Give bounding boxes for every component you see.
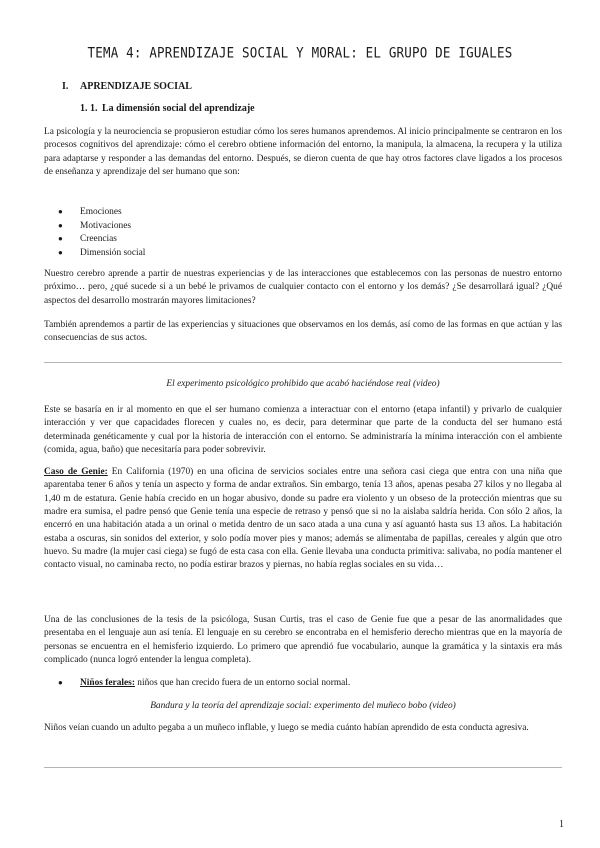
divider — [44, 767, 562, 768]
divider — [44, 362, 562, 363]
brain-paragraph: Nuestro cerebro aprende a partir de nuestras experiencias y de las interacciones que establecemos con las personas de nuestro entorno próximo… pero, ¿qué sucede si a un bebé le privamos de cualquier contacto con el entorno y los demás? ¿Se desarrollará igual? ¿Qué aspectos del desarrollo mostrarán mayores limitaciones? — [44, 269, 562, 306]
page-number: 1 — [559, 819, 564, 830]
feral-list — [58, 677, 350, 691]
genie-case-paragraph — [44, 466, 562, 573]
section-number: I. — [62, 81, 69, 92]
subsection-label: La dimensión social del aprendizaje — [102, 103, 255, 114]
list-item: ● Dimensión social — [58, 247, 145, 261]
intro-paragraph: La psicología y la neurociencia se propusieron estudiar cómo los seres humanos aprendemos. Al inicio principalmente se centraron en los procesos cognitivos del aprendizaje: cómo el cerebro obtiene información del entorno, la manipula, la almacena, la recupera y la utiliza para adaptarse y responder a las demandas del entorno. Después, se dieron cuenta de que hay otros factores clave ligados a los procesos de enseñanza y aprendizaje del ser humano que son: — [44, 127, 562, 178]
experiment-paragraph: Este se basaría en ir al momento en que el ser humano comienza a interactuar con el entorno (etapa infantil) y privarlo de cualquier interacción y ver que capacidades florecen y cuales no, es decir, para determinar que parte de la conducta del ser humano está determinada genéticamente y cual por la historia de interacción con el entorno. Se administraría la mínima interacción con el ambiente (comida, agua, baño) que necesitaría para poder sobrevivir. — [44, 405, 562, 456]
observation-paragraph: También aprendemos a partir de las experiencias y situaciones que observamos en los demás, así como de las formas en que actúan y las consecuencias de sus actos. — [44, 320, 562, 344]
genie-case-label: Caso de Genie: — [44, 467, 108, 477]
list-item — [58, 677, 350, 691]
document-title: TEMA 4: APRENDIZAJE SOCIAL Y MORAL: EL GRUPO DE IGUALES — [87, 43, 513, 62]
subsection-number: 1. 1. — [80, 103, 98, 114]
feral-label: Niños ferales: — [80, 678, 135, 688]
factor-list — [58, 206, 145, 261]
bandura-paragraph: Niños veían cuando un adulto pegaba a un muñeco inflable, y luego se media cuánto habían aprendido de esta conducta agresiva. — [44, 723, 529, 733]
section-label: APRENDIZAJE SOCIAL — [80, 81, 192, 92]
subsection-heading-1-1 — [80, 102, 255, 116]
list-item: ● Motivaciones — [58, 220, 145, 234]
video-title-bandura: Bandura y la teoría del aprendizaje social: experimento del muñeco bobo (video) — [150, 701, 456, 711]
list-item: ● Creencias — [58, 233, 145, 247]
feral-text: niños que han crecido fuera de un entorno social normal. — [134, 678, 351, 688]
section-heading-1 — [62, 80, 192, 94]
list-item: ● Emociones — [58, 206, 145, 220]
curtis-conclusion-paragraph: Una de las conclusiones de la tesis de la psicóloga, Susan Curtis, tras el caso de Genie fue que a pesar de las anormalidades que presentaba en el lenguaje aun así tenía. El lenguaje en su cerebro se encontraba en el hemisferio derecho mientras que en la mayoría de personas se encuentra en el hemisferio izquierdo. Lo primero que aprendió fue vocabulario, aunque la gramática y la sintaxis era más complicado (nunca logró entender la lengua completa). — [44, 615, 562, 666]
genie-case-text: En California (1970) en una oficina de servicios sociales entre una señora casi ciega que entra con una niña que aparentaba tener 6 años y tenía un aspecto y forma de andar extraños. Sin embargo, tenía 13 años, apenas pesaba 27 kilos y no llegaba al 1,40 m de estatura. Genie había crecido en un hogar abusivo, donde su padre era violento y un obseso de la protección mientras que su madre era sumisa, el padre pensó que Genie tenía una especie de retraso y pensó que si no la aislaba saldría herida. Con sólo 2 años, la encerró en una habitación atada a un orinal o metida dentro de un saco atada a una cuna y así aguantó hasta sus 13 años. La habitación estaba a oscuras, sin sonidos del exterior, y solo podía mover pies y manos; además se alimentaba de papillas, cereales y algún que otro huevo. Su madre (la mujer casi ciega) se fugó de esta casa con ella. Genie llevaba una conducta primitiva: salivaba, no podía mantener el contacto visual, no caminaba recto, no podía estirar brazos y piernas, no había reglas sociales en su vida… — [44, 467, 562, 571]
video-title-forbidden-experiment: El experimento psicológico prohibido que acabó haciéndose real (video) — [166, 379, 440, 389]
